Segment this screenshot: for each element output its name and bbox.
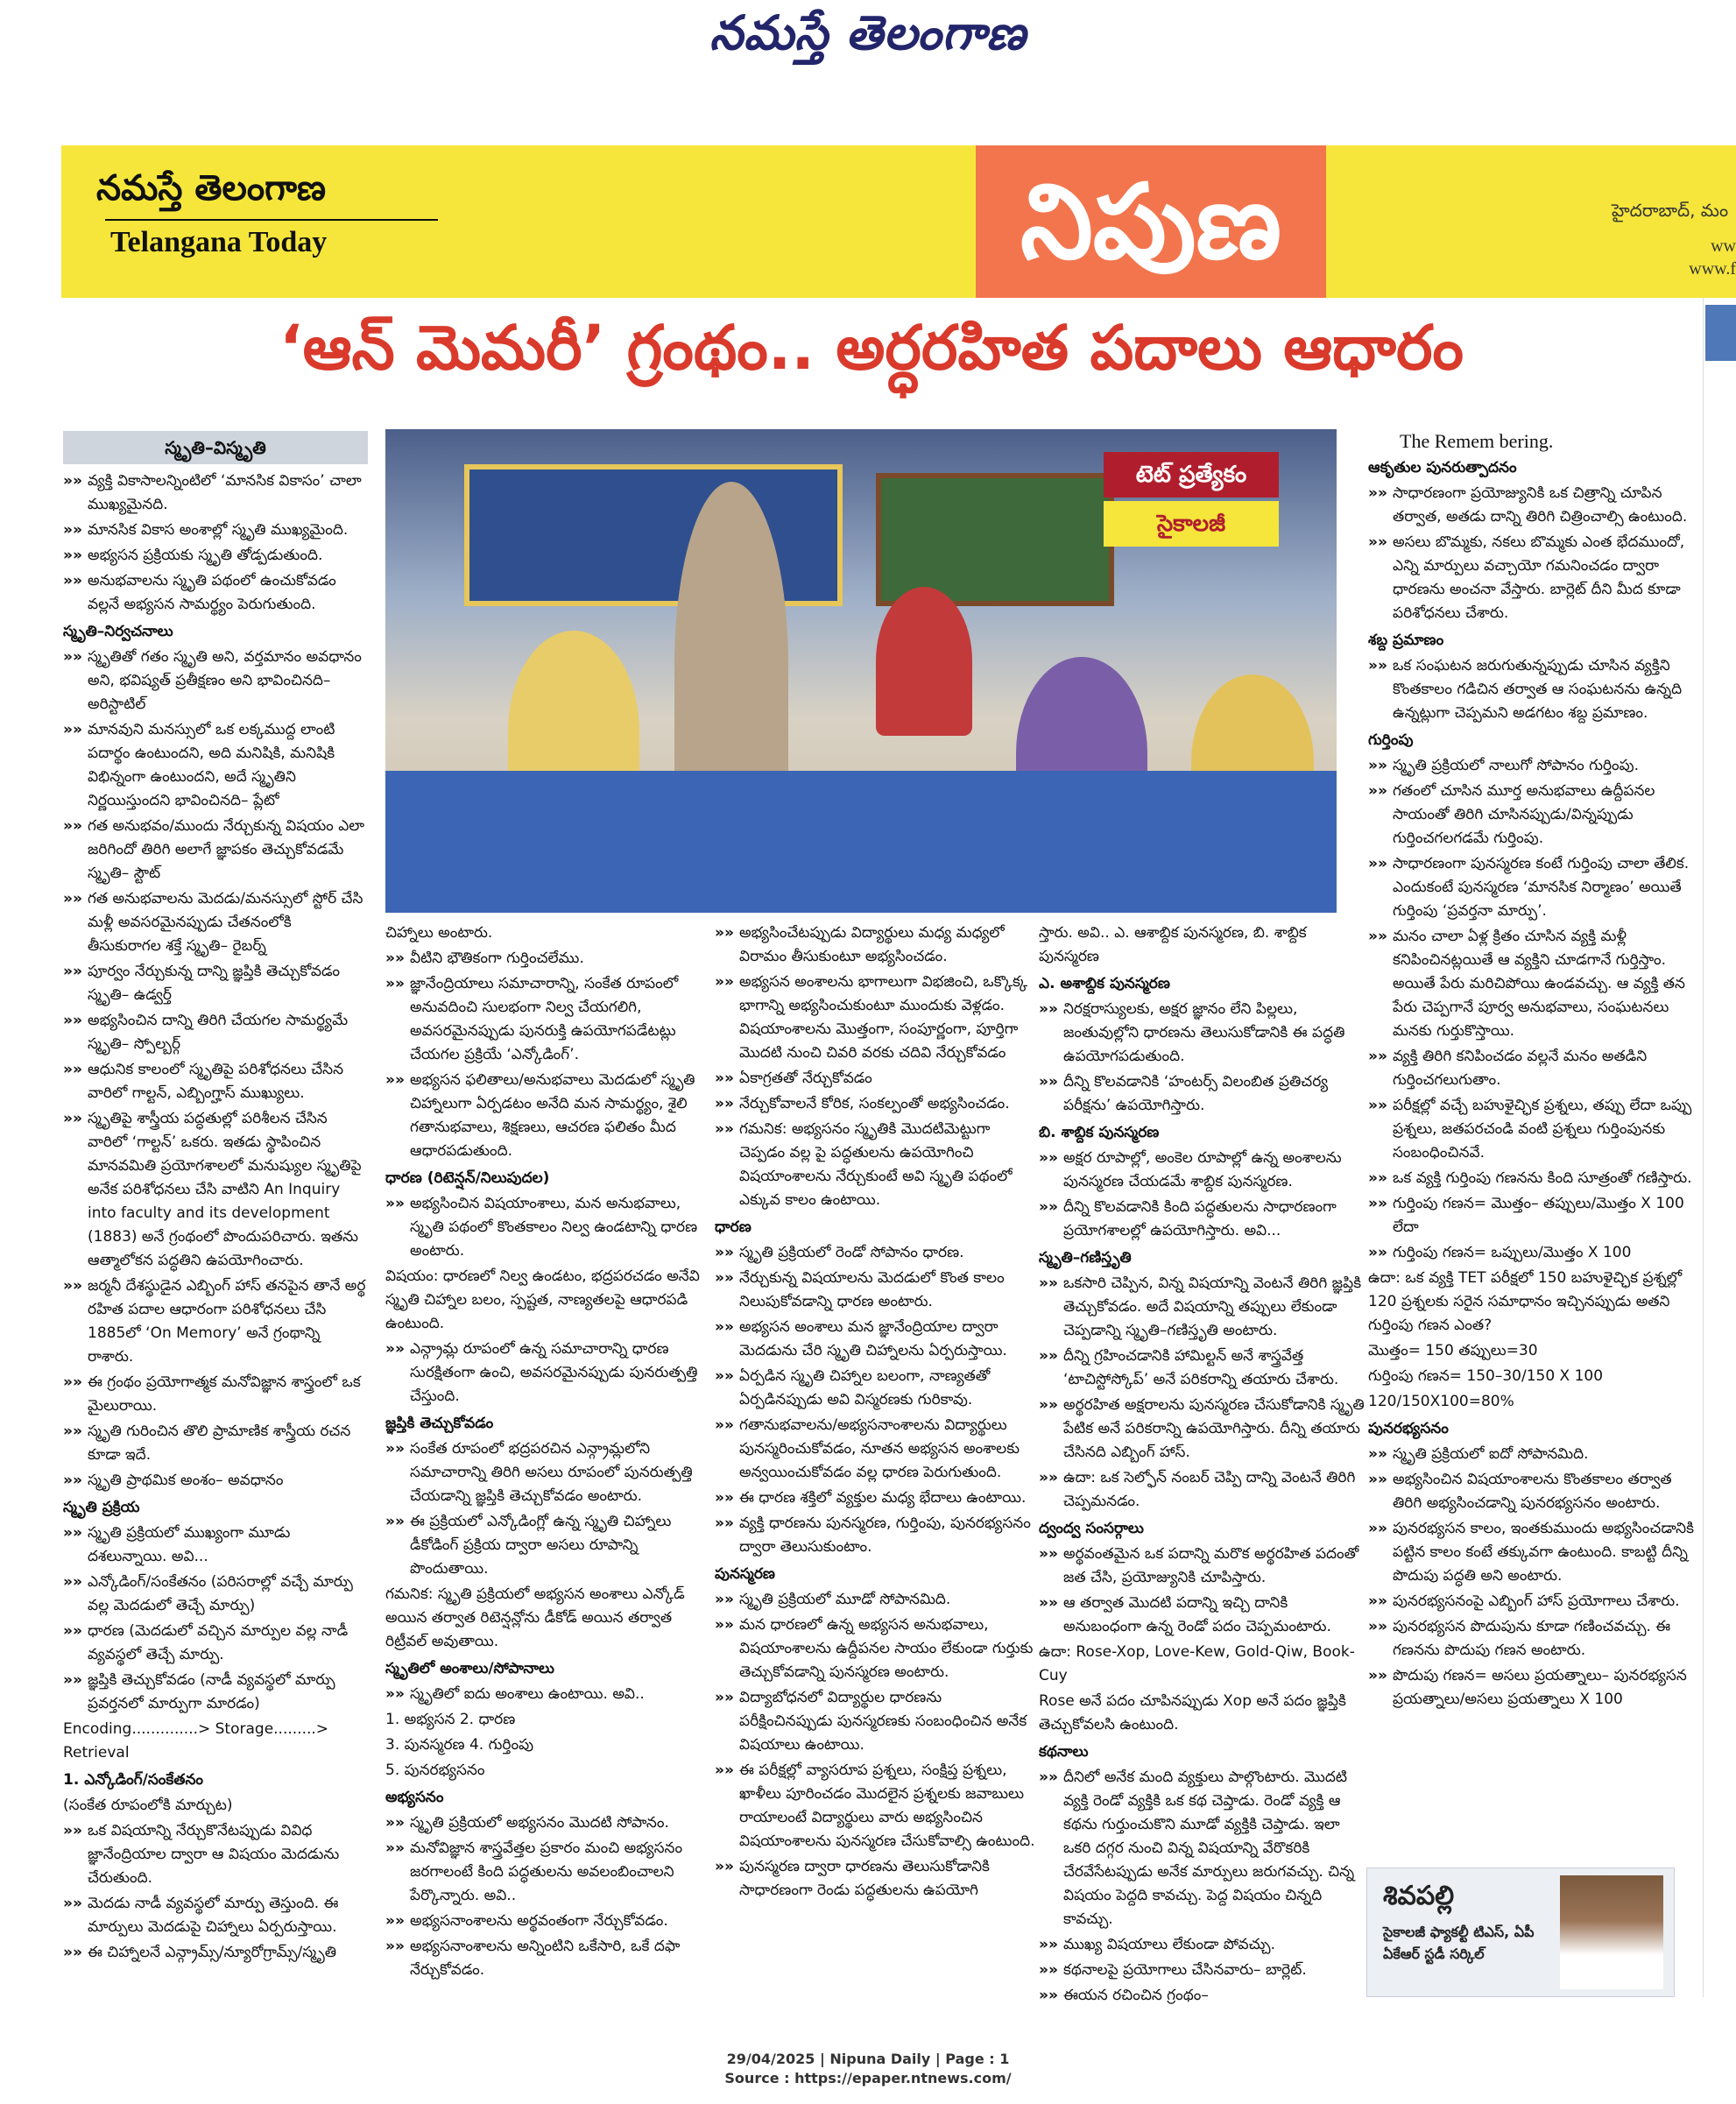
bullet-point: »» జ్ఞానేంద్రియాలు సమాచారాన్ని, సంకేత రూపంలో అనువదించి సులభంగా నిల్వ చేయగలిగి, అవసరమైనప్పుడు పునరుక్తి ఉపయోగపడేటట్లు చేయగల ప్రక్రియే ‘ఎన్కోడింగ్’. [385, 972, 708, 1067]
column-4 [1039, 921, 1365, 2009]
bullet-point: »» స్మృతి ప్రక్రియలో నాలుగో సోపానం గుర్తింపు. [1368, 754, 1694, 778]
bullet-point: »» స్మృతి ప్రక్రియలో రెండో సోపానం ధారణ. [715, 1241, 1039, 1265]
subheading: అభ్యసనం [385, 1789, 444, 1806]
bullet-point: »» పరీక్షల్లో వచ్చే బహుళైచ్ఛిక ప్రశ్నలు, తప్పు లేదా ఒప్పు ప్రశ్నలు, జతపరచండి వంటి ప్రశ్నలు గుర్తింపునకు సంబంధించినవే. [1368, 1094, 1694, 1165]
brand-telangana-today: Telangana Today [110, 226, 328, 258]
bullet-point: »» ఒక వ్యక్తి గుర్తింపు గణనను కింది సూత్రంతో గణిస్తారు. [1368, 1167, 1694, 1190]
bullet-point: »» ధారణ (మెదడులో వచ్చిన మార్పుల వల్ల నాడీ వ్యవస్థలో తెచ్చే మార్పు. [63, 1620, 368, 1667]
bullet-point: »» ఈ ప్రక్రియలో ఎన్కోడింగ్లో ఉన్న స్మృతి చిహ్నాలు డీకోడింగ్ ప్రక్రియ ద్వారా అసలు రూపాన్ని పొందుతాయి. [385, 1510, 708, 1581]
subheading: జ్ఞప్తికి తెచ్చుకోవడం [385, 1415, 494, 1432]
bullet-point: »» ఆ తర్వాత మొదటి పదాన్ని ఇచ్చి దానికి అనుబంధంగా ఉన్న రెండో పదం చెప్పమంటారు. [1039, 1592, 1365, 1639]
bullet-point: »» ఆధునిక కాలంలో స్మృతిపై పరిశోధనలు చేసిన వారిలో గాల్టన్, ఎబ్బింగ్హాస్ ముఖ్యులు. [63, 1058, 368, 1105]
bullet-point: »» నేర్చుకున్న విషయాలను మెదడులో కొంత కాలం నిలుపుకోవడాన్ని ధారణ అంటారు. [715, 1267, 1039, 1314]
subheading: స్మృతి ప్రక్రియ [63, 1499, 140, 1516]
photo-student [876, 587, 972, 736]
bullet-point: »» మనోవిజ్ఞాన శాస్త్రవేత్తల ప్రకారం మంచి అభ్యసనం జరగాలంటే కింది పద్ధతులను అవలంబించాలని పేర్కొన్నారు. అవి.. [385, 1837, 708, 1908]
bullet-point: »» పునస్మరణ ద్వారా ధారణను తెలుసుకోడానికి సాధారణంగా రెండు పద్ధతులను ఉపయోగి [715, 1855, 1039, 1903]
bullet-point: »» దీన్ని కొలవడానికి కింది పద్ధతులను సాధారణంగా ప్రయోగశాలల్లో ఉపయోగిస్తారు. అవి... [1039, 1196, 1365, 1243]
bullet-point: »» ఏకాగ్రతతో నేర్చుకోవడం [715, 1067, 1039, 1091]
adjacent-page-edge [1703, 298, 1736, 1997]
bullet-point: »» ఒక విషయాన్ని నేర్చుకొనేటప్పుడు వివిధ జ్ఞానేంద్రియాల ద్వారా ఆ విషయం మెదడును చేరుతుంది. [63, 1819, 368, 1890]
photo-chart [876, 473, 1114, 606]
author-photo [1560, 1875, 1663, 1989]
subheading: ద్వంద్వ సంసర్గాలు [1039, 1520, 1144, 1537]
bullet-point: »» సంకేత రూపంలో భద్రపరచిన ఎన్గ్రామ్లలోని సమాచారాన్ని తిరిగి అసలు రూపంలో పునరుత్పత్తి చేయడాన్ని జ్ఞప్తికి తెచ్చుకోవడం అంటారు. [385, 1437, 708, 1508]
bullet-point: »» పొదుపు గణన= అసలు ప్రయత్నాలు– పునరభ్యసన ప్రయత్నాలు/అసలు ప్రయత్నాలు X 100 [1368, 1664, 1694, 1712]
bullet-point: »» పునరభ్యసన కాలం, ఇంతకుముందు అభ్యసించడానికి పట్టిన కాలం కంటే తక్కువగా ఉంటుంది. కాబట్టి దీన్ని పొదుపు పద్ధతి అని అంటారు. [1368, 1517, 1694, 1588]
bullet-point: »» ఎన్కోడింగ్/సంకేతనం (పరిసరాల్లో వచ్చే మార్పు వల్ల మెదడులో తెచ్చే మార్పు) [63, 1571, 368, 1618]
bullet-point: »» ఎన్గ్రామ్ల రూపంలో ఉన్న సమాచారాన్ని ధారణ సురక్షితంగా ఉంచి, అవసరమైనప్పుడు పునరుత్పత్తి చేస్తుంది. [385, 1338, 708, 1409]
bullet-point: »» సాధారణంగా పునస్మరణ కంటే గుర్తింపు చాలా తేలిక. ఎందుకంటే పునస్మరణ ‘మానసిక నిర్మాణం’ అయితే గుర్తింపు ‘ప్రవర్తనా మార్పు’. [1368, 852, 1694, 923]
bullet-point: »» మానవుని మనస్సులో ఒక లక్కముద్ద లాంటి పదార్థం ఉంటుందని, అది మనిషికి, మనిషికి విభిన్నంగా ఉంటుందని, అదే స్మృతిని నిర్ణయిస్తుందని భావించినది– ప్లేటో [63, 718, 368, 813]
paragraph: గమనిక: స్మృతి ప్రక్రియలో అభ్యసన అంశాలు ఎన్కోడ్ అయిన తర్వాత రిటెన్షన్లోను డీకోడ్ అయిన తర్వాత రిట్రీవల్ అవుతాయి. [385, 1585, 685, 1650]
bullet-point: »» ఈ గ్రంథం ప్రయోగాత్మక మనోవిజ్ఞాన శాస్త్రంలో ఒక మైలురాయి. [63, 1371, 368, 1418]
subheading: ధారణ [715, 1218, 752, 1236]
bullet-point: »» అభ్యసించిన విషయాంశాలు, మన అనుభవాలు, స్మృతి పథంలో కొంతకాలం నిల్వ ఉండటాన్ని ధారణ అంటారు. [385, 1192, 708, 1263]
bullet-point: »» అర్థరహిత అక్షరాలను పునస్మరణ చేసుకోడానికి స్మృతి పేటిక అనే పరికరాన్ని ఉపయోగిస్తారు. దీన్ని తయారు చేసినది ఎబ్బింగ్ హాస్. [1039, 1394, 1365, 1465]
paragraph: Encoding..............> Storage.........> Retrieval [63, 1720, 329, 1762]
subheading: ఎ. అశాబ్దిక పునస్మరణ [1039, 975, 1170, 992]
bullet-point: »» జర్మనీ దేశస్థుడైన ఎబ్బింగ్ హాస్ తనపైన తానే అర్థ రహిత పదాల ఆధారంగా పరిశోధనలు చేసి 1885లో ‘On Memory’ అనే గ్రంథాన్ని రాశారు. [63, 1274, 368, 1369]
subheading: బి. శాబ్దిక పునస్మరణ [1039, 1124, 1160, 1141]
bullet-point: »» వ్యక్తి తిరిగి కనిపించడం వల్లనే మనం అతడిని గుర్తించగలుగుతాం. [1368, 1045, 1694, 1092]
bullet-point: »» గుర్తింపు గణన= ఒప్పులు/మొత్తం X 100 [1368, 1241, 1694, 1265]
adjacent-page-tab [1705, 305, 1736, 361]
dateline: హైదరాబాద్, మం [1612, 200, 1729, 221]
classroom-photo [385, 429, 1337, 913]
paragraph: మొత్తం= 150 తప్పులు=30 [1368, 1342, 1538, 1359]
website-line-1: ww [1711, 237, 1736, 256]
bullet-point: »» అభ్యసించిన విషయాంశాలను కొంతకాలం తర్వాత తిరిగి అభ్యసించడాన్ని పునరభ్యసనం అంటారు. [1368, 1468, 1694, 1515]
author-role: సైకాలజీ ఫ్యాకల్టీ టిఎస్, ఏపీ ఏకేఆర్ స్టడీ సర్కిల్ [1383, 1924, 1535, 1962]
bullet-point: »» నేర్చుకోవాలనే కోరిక, సంకల్పంతో అభ్యసించడం. [715, 1092, 1039, 1116]
subheading: 1. ఎన్కోడింగ్/సంకేతనం [63, 1771, 204, 1789]
bullet-point: »» గమనిక: అభ్యసనం స్మృతికి మొదటిమెట్టుగా చెప్పడం వల్ల పై పద్ధతులను ఉపయోగించి విషయాంశాలను నేర్చుకుంటే అవి స్మృతి పథంలో ఎక్కువ కాలం ఉంటాయి. [715, 1118, 1039, 1212]
bullet-point: »» గత అనుభవాలను మెదడు/మనస్సులో స్టోర్ చేసి మళ్లీ అవసరమైనప్పుడు చేతనంలోకి తీసుకురాగల శక్తే స్మృతి– రైబర్న్ [63, 887, 368, 958]
subheading: శబ్ద ప్రమాణం [1368, 632, 1444, 649]
subheading: పునరభ్యసనం [1368, 1420, 1449, 1437]
bullet-point: »» అభ్యసించేటప్పుడు విద్యార్థులు మధ్య మధ్యలో విరామం తీసుకుంటూ అభ్యసించడం. [715, 921, 1039, 969]
bullet-point: »» అర్థవంతమైన ఒక పదాన్ని మరొక అర్థరహిత పదంతో జత చేసి, ప్రయోజ్యునికి చూపిస్తారు. [1039, 1543, 1365, 1590]
bullet-point: »» వ్యక్తి ధారణను పునస్మరణ, గుర్తింపు, పునరభ్యసనం ద్వారా తెలుసుకుంటాం. [715, 1512, 1039, 1559]
bullet-point: »» అభ్యసనాంశాలను అన్నింటిని ఒకేసారి, ఒకే దఫా నేర్చుకోవడం. [385, 1935, 708, 1982]
bullet-point: »» దీన్ని కొలవడానికి ‘హంటర్స్ విలంబిత ప్రతిచర్య పరీక్షను’ ఉపయోగిస్తారు. [1039, 1070, 1365, 1118]
paragraph: 1. అభ్యసన 2. ధారణ [385, 1711, 516, 1728]
column-5 [1368, 429, 1694, 1713]
bullet-point: »» అభ్యసన ఫలితాలు/అనుభవాలు మెదడులో స్మృతి చిహ్నాలుగా ఏర్పడటం అనేది మన సామర్థ్యం, శైలి గతానుభవాలు, శిక్షణలు, ఆచరణ ఫలితం మీద ఆధారపడుతుంది. [385, 1069, 708, 1163]
bullet-point: »» విద్యాబోధనలో విద్యార్థుల ధారణను పరీక్షించినప్పుడు పునస్మరణకు సంబంధించిన అనేక విషయాలు ఉంటాయి. [715, 1686, 1039, 1757]
bullet-point: »» ఉదా: ఒక సెల్ఫోన్ నంబర్ చెప్పి దాన్ని వెంటనే తిరిగి చెప్పమనడం. [1039, 1466, 1365, 1514]
bullet-point: »» వీటిని భౌతికంగా గుర్తించలేము. [385, 947, 708, 971]
bullet-point: »» స్మృతి గురించిన తొలి ప్రామాణిక శాస్త్రీయ రచన కూడా ఇదే. [63, 1420, 368, 1467]
masthead-logo: నమస్తే తెలంగాణ [709, 5, 1027, 60]
paragraph: Rose అనే పదం చూపినప్పుడు Xop అనే పదం జ్ఞప్తికి తెచ్చుకోవలసి ఉంటుంది. [1039, 1692, 1346, 1733]
bullet-point: »» పునరభ్యసన పొదుపును కూడా గణించవచ్చు. ఈ గణనను పొదుపు గణన అంటారు. [1368, 1615, 1694, 1663]
paragraph: (సంకేత రూపంలోకి మార్చుట) [63, 1797, 233, 1814]
photo-desks [385, 771, 1337, 913]
section-title: నిపుణ [976, 145, 1326, 298]
paragraph: ఉదా: Rose-Xop, Love-Kew, Gold-Qiw, Book-Cuy [1039, 1643, 1355, 1684]
bullet-point: »» మన ధారణలో ఉన్న అభ్యసన అనుభవాలు, విషయాంశాలను ఉద్దీపనల సాయం లేకుండా గుర్తుకు తెచ్చుకోవడాన్ని పునస్మరణ అంటారు. [715, 1613, 1039, 1684]
bullet-point: »» స్మృతితో గతం స్మృతి అని, వర్తమానం అవధానం అని, భవిష్యత్ ప్రతీక్షణం అని భావించినది– అరిస్టాటిల్ [63, 646, 368, 717]
paragraph: గుర్తింపు గణన= 150–30/150 X 100 [1368, 1367, 1604, 1385]
bullet-point: »» స్మృతి ప్రక్రియలో అభ్యసనం మొదటి సోపానం. [385, 1811, 708, 1835]
bullet-point: »» అభ్యసన అంశాలు మన జ్ఞానేంద్రియాల ద్వారా మెదడును చేరి స్మృతి చిహ్నాలను ఏర్పరుస్తాయి. [715, 1316, 1039, 1363]
bullet-point: »» అభ్యసించిన దాన్ని తిరిగి చేయగల సామర్థ్యమే స్మృతి– స్పోల్బర్గ్ [63, 1009, 368, 1056]
paragraph: 5. పునరభ్యసనం [385, 1762, 485, 1779]
bullet-point: »» మానసిక వికాస అంశాల్లో స్మృతి ముఖ్యమైంది. [63, 519, 368, 542]
paragraph: 3. పునస్మరణ 4. గుర్తింపు [385, 1736, 534, 1754]
footer-source-line: Source : https://epaper.ntnews.com/ [724, 2070, 1012, 2086]
bullet-point: »» గతంలో చూసిన మూర్త అనుభవాలు ఉద్దీపనల సాయంతో తిరిగి చూసినప్పుడు/విన్నప్పుడు గుర్తించగలగడమే గుర్తింపు. [1368, 780, 1694, 851]
bullet-point: »» ఈ పరీక్షల్లో వ్యాసరూప ప్రశ్నలు, సంక్షిప్త ప్రశ్నలు, ఖాళీలు పూరించడం మొదలైన ప్రశ్నలకు జవాబులు రాయాలంటే విద్యార్థులు వారు అభ్యసించిన విషయాంశాలను పునస్మరణ చేసుకోవాల్సి ఉంటుంది. [715, 1759, 1039, 1853]
bullet-point: »» సాధారణంగా ప్రయోజ్యునికి ఒక చిత్రాన్ని చూపిన తర్వాత, అతడు దాన్ని తిరిగి చిత్రించాల్సి ఉంటుంది. [1368, 482, 1694, 529]
bullet-point: »» ఈ ధారణ శక్తిలో వ్యక్తుల మధ్య భేదాలు ఉంటాయి. [715, 1486, 1039, 1510]
bullet-point: »» కథనాలపై ప్రయోగాలు చేసినవారు– బార్లెట్. [1039, 1959, 1365, 1982]
badge-tet-special: టెట్ ప్రత్యేకం [1104, 452, 1279, 498]
subheading: గుర్తింపు [1368, 731, 1414, 749]
bullet-point: »» వ్యక్తి వికాసాలన్నింటిలో ‘మానసిక వికాసం’ చాలా ముఖ్యమైనది. [63, 470, 368, 517]
website-line-2: www.f [1689, 259, 1736, 279]
bullet-point: »» ఈ చిహ్నాలనే ఎన్గ్రామ్స్/న్యూరోగ్రామ్స్/స్మృతి [63, 1941, 368, 1965]
brand-namasthe: నమస్తే తెలంగాణ [96, 168, 327, 208]
bullet-point: »» అనుభవాలను స్మృతి పథంలో ఉంచుకోవడం వల్లనే అభ్యసన సామర్థ్యం పెరుగుతుంది. [63, 569, 368, 617]
badge-psychology: సైకాలజీ [1104, 501, 1279, 547]
book-title-continued: The Remem bering. [1400, 430, 1554, 452]
photo-board [464, 464, 843, 606]
bullet-point: »» మనం చాలా ఏళ్ల క్రితం చూసిన వ్యక్తి మళ్లీ కనిపించినట్లయితే ఆ వ్యక్తిని చూడగానే గుర్తిస్తాం. అయితే పేరు మరిచిపోయి ఉండవచ్చు. ఆ వ్యక్తి తన పేరు చెప్పగానే పూర్వ అనుభవాలు, సంఘటనలు మనకు గుర్తుకొస్తాయి. [1368, 925, 1694, 1043]
subheading: స్మృతి–నిర్వచనాలు [63, 623, 173, 640]
bullet-point: »» దీన్ని గ్రహించడానికి హామిల్టన్ అనే శాస్త్రవేత్త ‘టాచిస్టోస్కోప్’ అనే పరికరాన్ని తయారు చేశారు. [1039, 1345, 1365, 1392]
bullet-point: »» గత అనుభవం/ముందు నేర్చుకున్న విషయం ఎలా జరిగిందో తిరిగి అలాగే జ్ఞాపకం తెచ్చుకోవడమే స్మృతి– స్టౌట్ [63, 815, 368, 886]
brand-divider [105, 219, 438, 221]
headline: ‘ఆన్ మెమరీ’ గ్రంథం.. అర్ధరహిత పదాలు ఆధారం [279, 312, 1464, 384]
bullet-point: »» అసలు బొమ్మకు, నకలు బొమ్మకు ఎంత భేదముందో, ఎన్ని మార్పులు వచ్చాయో గమనించడం ద్వారా ధారణను అంచనా వేస్తారు. బార్లెట్ దీని మీద కూడా పరిశోధనలు చేశారు. [1368, 531, 1694, 625]
bullet-point: »» నిరక్షరాస్యులకు, అక్షర జ్ఞానం లేని పిల్లలు, జంతువుల్లోని ధారణను తెలుసుకోడానికి ఈ పద్ధతి ఉపయోగపడుతుంది. [1039, 998, 1365, 1069]
subheading: స్మృతి–గణిస్తృతి [1039, 1249, 1132, 1267]
bullet-point: »» అభ్యసనాంశాలను అర్థవంతంగా నేర్చుకోవడం. [385, 1910, 708, 1933]
subheading: స్మృతిలో అంశాలు/సోపానాలు [385, 1660, 554, 1677]
bullet-point: »» స్మృతి ప్రక్రియలో ఐదో సోపానమిది. [1368, 1443, 1694, 1466]
bullet-point: »» స్మృతి ప్రాథమిక అంశం– అవధానం [63, 1469, 368, 1493]
subheading: కథనాలు [1039, 1743, 1089, 1761]
bullet-point: »» స్మృతి ప్రక్రియలో మూడో సోపానమిది. [715, 1588, 1039, 1612]
author-name: శివపల్లి [1383, 1881, 1455, 1911]
bullet-point: »» గతానుభవాలను/అభ్యసనాంశాలను విద్యార్థులు పునస్మరించుకోవడం, నూతన అభ్యసన అంశాలకు అన్వయించుకోవడం వల్ల ధారణ పెరుగుతుంది. [715, 1414, 1039, 1485]
bullet-point: »» అభ్యసన ప్రక్రియకు స్మృతి తోడ్పడుతుంది. [63, 544, 368, 568]
bullet-point: »» పూర్వం నేర్చుకున్న దాన్ని జ్ఞప్తికి తెచ్చుకోవడం స్మృతి– ఉడ్వర్త్ [63, 960, 368, 1007]
paragraph: చిహ్నాలు అంటారు. [385, 924, 493, 942]
paragraph: విషయం: ధారణలో నిల్వ ఉండటం, భద్రపరచడం అనేవి స్మృతి చిహ్నాల బలం, స్పష్టత, నాణ్యతలపై ఆధారపడి ఉంటుంది. [385, 1267, 700, 1332]
bullet-point: »» స్మృతి ప్రక్రియలో ముఖ్యంగా మూడు దశలున్నాయి. అవి... [63, 1522, 368, 1569]
column-1 [63, 431, 368, 1966]
subheading: ధారణ (రిటెన్షన్/నిలుపుదల) [385, 1169, 550, 1187]
bullet-point: »» స్మృతిపై శాస్త్రీయ పద్ధతుల్లో పరిశీలన చేసిన వారిలో ‘గాల్టన్’ ఒకరు. ఇతడు స్థాపించిన మానవమితి ప్రయోగశాలలో మనుష్యుల స్మృతిపై అనేక పరిశోధనలు చేసి వాటిని An Inquiry into faculty and its development (1883) అనే గ్రంథంలో పొందుపరిచారు. ఇతను ఆత్మాలోకన పద్ధతిని ఉపయోగించారు. [63, 1107, 368, 1273]
bullet-point: »» జ్ఞప్తికి తెచ్చుకోవడం (నాడీ వ్యవస్థలో మార్పు ప్రవర్తనలో మార్పుగా మారడం) [63, 1669, 368, 1716]
bullet-point: »» పునరభ్యసనంపై ఎబ్బింగ్ హాస్ ప్రయోగాలు చేశారు. [1368, 1590, 1694, 1613]
bullet-point: »» మెదడు నాడీ వ్యవస్థలో మార్పు తెస్తుంది. ఈ మార్పులు మెదడుపై చిహ్నాలు ఏర్పరుస్తాయి. [63, 1892, 368, 1939]
bullet-point: »» ముఖ్య విషయాలు లేకుండా పోవచ్చు. [1039, 1933, 1365, 1957]
column-section-heading: స్మృతి–విస్మృతి [63, 431, 368, 464]
footer-issue-line: 29/04/2025 | Nipuna Daily | Page : 1 [726, 2051, 1010, 2067]
paragraph: 120/150X100=80% [1368, 1393, 1514, 1410]
bullet-point: »» అక్షర రూపాల్లో, అంకెల రూపాల్లో ఉన్న అంశాలను పునస్మరణ చేయడమే శాబ్దిక పునస్మరణ. [1039, 1147, 1365, 1194]
subheading: పునస్మరణ [715, 1565, 775, 1583]
subheading: ఆకృతుల పునరుత్పాదనం [1368, 459, 1517, 477]
page-footer [0, 2050, 1736, 2088]
paragraph: ఉదా: ఒక వ్యక్తి TET పరీక్షలో 150 బహుళైచ్ఛిక ప్రశ్నల్లో 120 ప్రశ్నలకు సరైన సమాధానం ఇచ్చినప్పుడు అతని గుర్తింపు గణన ఎంత? [1368, 1269, 1683, 1334]
bullet-point: »» ఒక సంఘటన జరుగుతున్నప్పుడు చూసిన వ్యక్తిని కొంతకాలం గడిచిన తర్వాత ఆ సంఘటనను ఉన్నది ఉన్నట్లుగా చెప్పమని అడగటం శబ్ద ప్రమాణం. [1368, 654, 1694, 725]
bullet-point: »» ఒకసారి చెప్పిన, విన్న విషయాన్ని వెంటనే తిరిగి జ్ఞప్తికి తెచ్చుకోవడం. అదే విషయాన్ని తప్పులు లేకుండా చెప్పడాన్ని స్మృతి–గణిస్తృతి అంటారు. [1039, 1272, 1365, 1343]
bullet-point: »» ఈయన రచించిన గ్రంథం– [1039, 1984, 1365, 2008]
bullet-point: »» స్మృతిలో ఐదు అంశాలు ఉంటాయి. అవి.. [385, 1683, 708, 1706]
section-band [61, 145, 1736, 298]
bullet-point: »» గుర్తింపు గణన= మొత్తం– తప్పులు/మొత్తం X 100 లేదా [1368, 1192, 1694, 1239]
column-3 [715, 921, 1039, 1904]
bullet-point: »» అభ్యసన అంశాలను భాగాలుగా విభజించి, ఒక్కొక్క భాగాన్ని అభ్యసించుకుంటూ ముందుకు వెళ్లడం. విషయాంశాలను మొత్తంగా, సంపూర్ణంగా, పూర్తిగా మొదటి నుంచి చివరి వరకు చదివి నేర్చుకోవడం [715, 971, 1039, 1065]
column-2 [385, 921, 708, 1984]
paragraph: స్తారు. అవి.. ఎ. ఆశాబ్దిక పునస్మరణ, బి. శాబ్దిక పునస్మరణ [1039, 924, 1307, 965]
bullet-point: »» ఏర్పడిన స్మృతి చిహ్నాల బలంగా, నాణ్యతతో ఏర్పడినప్పుడు అవి విస్మరణకు గురికావు. [715, 1365, 1039, 1412]
author-byline [1366, 1867, 1675, 1997]
bullet-point: »» దీనిలో అనేక మంది వ్యక్తులు పాల్గొంటారు. మొదటి వ్యక్తి రెండో వ్యక్తికి ఒక కథ చెప్తాడు. రెండో వ్యక్తి ఆ కథను గుర్తుంచుకొని మూడో వ్యక్తికి చెప్తాడు. ఇలా ఒకరి దగ్గర నుంచి విన్న విషయాన్ని వేరొకరికి చేరవేసేటప్పుడు అనేక మార్పులు జరుగవచ్చు. చిన్న విషయం పెద్దది కావచ్చు. పెద్ద విషయం చిన్నది కావచ్చు. [1039, 1766, 1365, 1931]
